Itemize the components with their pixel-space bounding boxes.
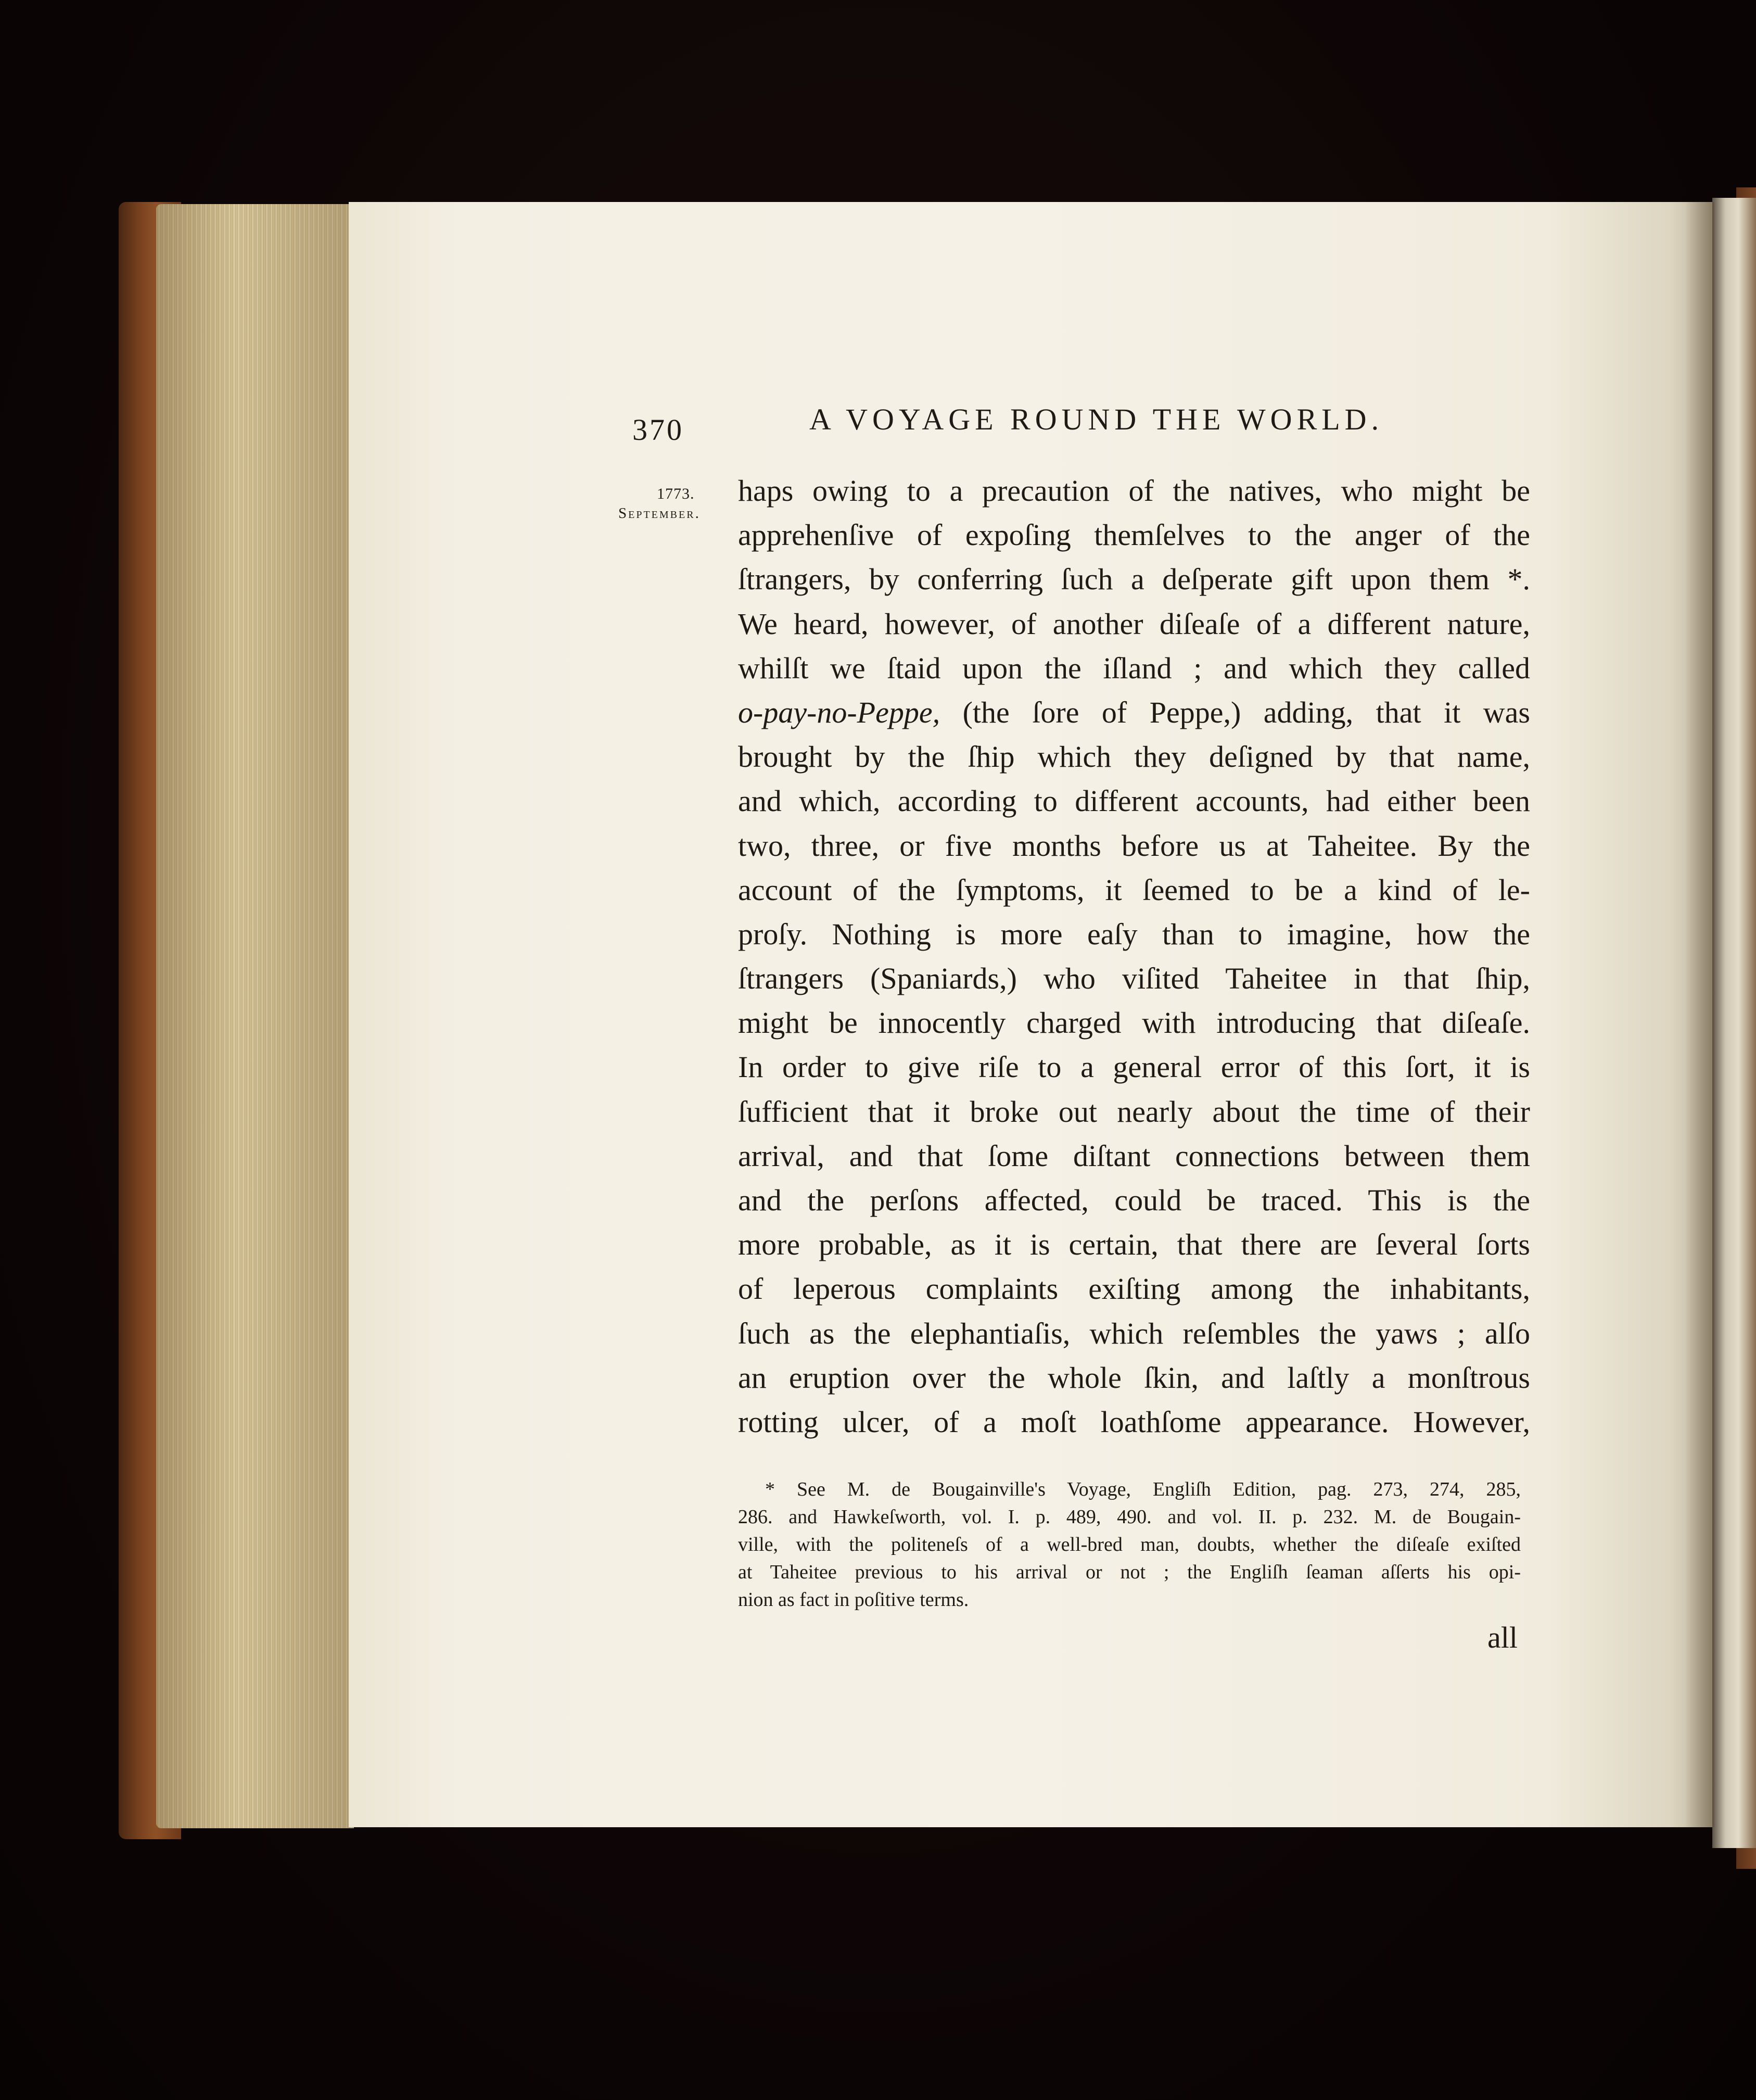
body-line: ſtrangers (Spaniards,) who viſited Taheitee in that ſhip, [738,962,1530,996]
body-line: proſy. Nothing is more eaſy than to imagine, how the [738,917,1530,951]
footnote [738,1476,1521,1614]
body-line: an eruption over the whole ſkin, and laſtly a monſtrous [738,1360,1530,1395]
fore-edge-shading [156,204,354,1828]
body-line [738,690,1530,735]
running-title: A VOYAGE ROUND THE WORLD. [809,402,1384,436]
body-line: We heard, however, of another diſeaſe of a different nature, [738,606,1530,641]
body-line: might be innocently charged with introducing that diſeaſe. [738,1006,1530,1040]
italic-term: o-pay-no-Peppe, [738,695,940,729]
page-number: 370 [632,413,684,447]
footnote-line: ville, with the politeneſs of a well-bred man, doubts, whether the diſeaſe exiſted [738,1534,1521,1555]
body-line: ſtrangers, by conferring ſuch a deſperate gift upon them *. [738,562,1530,597]
body-line: and the perſons affected, could be traced. This is the [738,1183,1530,1217]
body-text [738,469,1530,1444]
body-line: whilſt we ſtaid upon the iſland ; and which they called [738,651,1530,685]
margin-note-month: September. [618,505,701,522]
body-line: arrival, and that ſome diſtant connections between them [738,1138,1530,1173]
body-line: In order to give riſe to a general error of this ſort, it is [738,1050,1530,1084]
catchword: all [1487,1621,1518,1654]
page-gutter [1685,202,1714,1827]
footnote-line: nion as fact in poſitive terms. [738,1589,969,1611]
body-line-rest: (the ſore of Peppe,) adding, that it was [962,695,1531,729]
body-line: and which, according to different accounts, had either been [738,784,1530,818]
body-line: haps owing to a precaution of the natives, who might be [738,474,1530,508]
footnote-line: 286. and Hawkeſworth, vol. I. p. 489, 490. and vol. II. p. 232. M. de Bougain- [738,1506,1521,1528]
body-line: brought by the ſhip which they deſigned by that name, [738,740,1530,774]
body-line: ſuch as the elephantiaſis, which reſembles the yaws ; alſo [738,1316,1530,1350]
facing-page-edge [1712,198,1756,1848]
body-line: rotting ulcer, of a moſt loathſome appearance. However, [738,1405,1530,1439]
body-line: account of the ſymptoms, it ſeemed to be a kind of le- [738,872,1530,907]
margin-note-year: 1773. [657,485,695,502]
footnote-line: * See M. de Bougainville's Voyage, Engliſh Edition, pag. 273, 274, 285, [765,1478,1521,1500]
body-line: two, three, or five months before us at Taheitee. By the [738,828,1530,863]
body-line: of leperous complaints exiſting among the inhabitants, [738,1272,1530,1306]
footnote-line: at Taheitee previous to his arrival or not ; the Engliſh ſeaman aſſerts his opi- [738,1561,1521,1583]
body-line: ſufficient that it broke out nearly about the time of their [738,1094,1530,1129]
body-line: apprehenſive of expoſing themſelves to the anger of the [738,518,1530,552]
body-line: more probable, as it is certain, that there are ſeveral ſorts [738,1228,1530,1262]
